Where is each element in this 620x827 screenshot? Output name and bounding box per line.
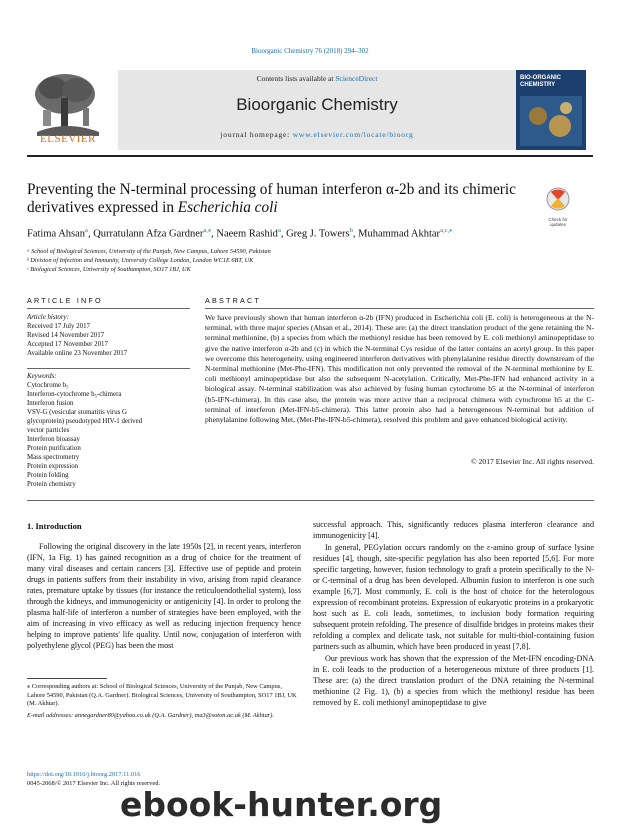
keyword: VSV-G (vesicular stomatitis virus G [27, 409, 128, 416]
history-item: Available online 23 November 2017 [27, 350, 128, 357]
divider [27, 308, 190, 309]
keyword: vector particles [27, 427, 70, 434]
author-name[interactable]: Greg J. Towers [286, 228, 350, 240]
author-affil-marker[interactable]: a,c,⁎ [440, 227, 453, 234]
journal-cover[interactable] [516, 70, 586, 150]
homepage-link[interactable]: www.elsevier.com/locate/bioorg [292, 130, 414, 139]
journal-citation[interactable]: Bioorganic Chemistry 76 (2018) 294–302 [251, 47, 369, 55]
copyright: © 2017 Elsevier Inc. All rights reserved. [470, 457, 594, 466]
journal-name[interactable]: Bioorganic Chemistry [236, 95, 398, 114]
journal-banner [118, 70, 516, 150]
paragraph: Following the original discovery in the late 1950s [2], in recent years, interferon (IFN, 1a Fig. 1) has gained recognition as a drug of choice for the treatment of many viral diseases and certain cancers [3]. Effective use of peptide and protein drugs in patients suffers from their instability in vivo, arising from rapid clearance rates, premature uptake by tissues (for instance the reticuloendothelial system), loss through the kidneys, and immunogenicity or antigenicity [4]. In order to prolong the plasma half-life of interferon a number of strategies have been employed, with the aim of increasing in vivo efficacy as well as reducing injection frequency hence helping to improve patients' life quality. Until now, conjugation of interferon with polyethylene glycol (PEG) has been the most [27, 542, 301, 650]
elsevier-wordmark: ELSEVIER [40, 133, 96, 145]
author-name[interactable]: Naeem Rashid [216, 228, 278, 240]
keyword: Interferon fusion [27, 400, 74, 407]
author-affil-marker[interactable]: a [85, 227, 88, 234]
badge-label: Check for updates [548, 217, 568, 227]
author-list: Fatima Ahsan$^a$, Qurratulann Afza Gardner$^{a,⁎}$, Naeem Rashid$^a$, Greg J. Towers$^b$, Muhammad Akhtar$^{a,c,⁎}$ [27, 227, 453, 240]
article-info-heading: ARTICLE INFO [27, 296, 103, 305]
paragraph: successful approach. This, significantly reduces plasma interferon clearance and immunogenicity [4]. [313, 520, 594, 540]
corresponding-footnote: ⁎ Corresponding authors at: School of Biological Sciences, University of the Punjab, New Campus, Lahore 54590, Pakistan (Q.A. Gardner). Biological Sciences, University of Southampton, SO17 1BJ, UK (M. Akhtar). [27, 683, 297, 708]
author-name[interactable]: Qurratulann Afza Gardner [93, 228, 204, 240]
keyword: Protein purification [27, 445, 81, 452]
history-item: Received 17 July 2017 [27, 323, 90, 330]
paragraph: Our previous work has shown that the expression of the Met-IFN encoding-DNA in E. coli leads to the production of a heterogeneous mixture of three products [1]. These are: (a) the direct translation product of the DNA retaining the N-terminal methionine (2 Fig. 1), (b) a species from which the methionyl residue has been removed by E. coli methionyl aminopeptidase to give [313, 654, 594, 707]
check-for-updates-badge[interactable] [542, 186, 574, 227]
keyword: Interferon bioassay [27, 436, 80, 443]
email-footnote: E-mail addresses: annegardner80@yahoo.co.uk (Q.A. Gardner), ma3@soton.ac.uk (M. Akhtar). [27, 712, 274, 719]
header-rule [27, 155, 593, 157]
body-column-right [313, 519, 594, 709]
author-affil-marker[interactable]: a [277, 227, 281, 234]
affiliation: ᵇ Division of Infection and Immunity, University College London, London WC1E 6BT, UK [27, 257, 254, 264]
journal-header [27, 70, 593, 153]
footnote-rule [27, 678, 107, 679]
keyword: Interferon-cytochrome b₅-chimera [27, 391, 122, 398]
divider [205, 308, 594, 309]
journal-homepage: journal homepage: www.elsevier.com/locate/bioorg [220, 130, 414, 139]
body-column-left [27, 541, 301, 652]
author-name[interactable]: Fatima Ahsan [27, 228, 86, 240]
abstract-text: We have previously shown that human interferon α-2b (IFN) produced in Escherichia coli (E. coli) is heterogeneous at the N-terminal, with three major species (Ahsan et al., 2014). These are: (a) the direct translation product of the gene retaining the N-terminal methionine, (b) a species from which the methionyl residue has been removed by E. coli methionyl aminopeptidase to give the native interferon α-2b and (c) in which the N-terminal Cys residue of the latter contains an acetyl group. In this paper we overcome this heterogeneity, using engineered interferon derivatives with phenylalanine residue directly downstream of the N-terminal methionine (Met-Phe-IFN). This modification not only prevented the removal of the N-terminal methionine by E. coli methionyl aminopeptidase but also the subsequent N-acetylation. Critically, Met-Phe-IFN had enhanced activity in a biological assay. N-terminal stabilization was also achieved by fusing human cytochrome b5 at the N-terminal of interferon (b5-IFN-chimera). In this case also, the protein was more active than a reciprocal chimera with cytochrome b5 at the C-terminal of interferon (Met-IFN-b5-chimera). This latter protein also had a heterogeneous N-terminal but addition of phenylalanine following Met, (Met-Phe-IFN-b5-chimera), resolved this problem and gave enhanced biological activity. [205, 313, 594, 425]
elsevier-logo [27, 70, 109, 148]
history-label: Article history: [27, 314, 69, 321]
author-name[interactable]: Muhammad Akhtar [358, 228, 441, 240]
section-heading: 1. Introduction [27, 521, 82, 531]
keyword: glycoprotein) pseudotyped HIV-1 derived [27, 418, 143, 425]
affiliation: ᶜ Biological Sciences, University of Southampton, SO17 1BJ, UK [27, 266, 191, 273]
author-affil-marker[interactable]: a,⁎ [203, 227, 212, 234]
keyword: Cytochrome b₅ [27, 382, 69, 389]
divider [27, 368, 190, 369]
doi-link[interactable]: https://doi.org/10.1016/j.bioorg.2017.11.016 [27, 771, 141, 778]
issn-line: 0045-2068/© 2017 Elsevier Inc. All rights reserved. [27, 780, 160, 787]
keyword: Mass spectrometry [27, 454, 80, 461]
divider [27, 500, 594, 501]
watermark-text: ebook-hunter.org [120, 785, 443, 824]
history-item: Accepted 17 November 2017 [27, 341, 108, 348]
keyword: Protein folding [27, 472, 69, 479]
keywords-label: Keywords: [27, 373, 57, 380]
history-item: Revised 14 November 2017 [27, 332, 105, 339]
check-for-updates-icon [542, 186, 574, 212]
keyword: Protein chemistry [27, 481, 76, 488]
author-affil-marker[interactable]: b [349, 227, 353, 234]
article-title: Preventing the N-terminal processing of human interferon α-2b and its chimeric derivatives expressed in Escherichia coli [27, 181, 516, 216]
paragraph: In general, PEGylation occurs randomly on the ε-amino group of surface lysine residues [4], though, site-specific pegylation has also been reported [5,6]. For more specific targeting, however, fusion technology to graft a protein specifically to the N- or C-terminal of a drug has been developed. Albumin fusion to interferon is one such example [6,7]. Most commonly, E. coli is the host of choice for the heterologous expression of recombinant proteins. Expression of eukaryotic proteins in a prokaryotic host such as E. coli leads, sometimes, to inclusion body formation requiring subsequent protein refolding. The presence of disulfide bridges in proteins makes their refolding a complex and delicate task, not suitable for multi-thiol-containing fusion partners such as albumin, which have been produced in yeast [7,8]. [313, 543, 594, 651]
affiliation: ᵃ School of Biological Sciences, University of the Punjab, New Campus, Lahore 54590, Pakistan [27, 248, 271, 255]
keyword: Protein expression [27, 463, 79, 470]
abstract-heading: ABSTRACT [205, 296, 261, 305]
contents-line: Contents lists available at ScienceDirect [256, 74, 378, 83]
cover-title: BIO-ORGANIC CHEMISTRY [520, 75, 561, 88]
sciencedirect-link[interactable]: ScienceDirect [335, 74, 378, 83]
